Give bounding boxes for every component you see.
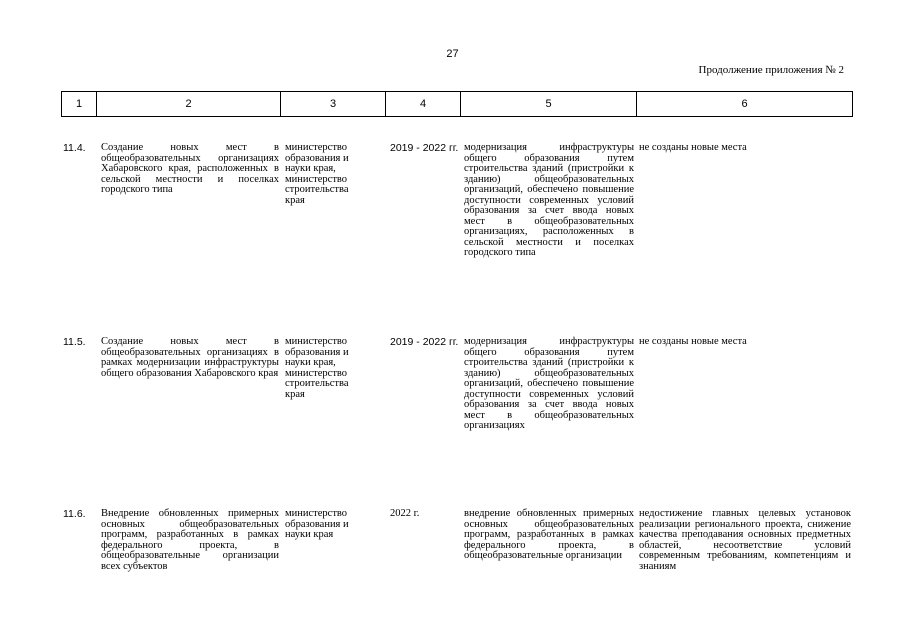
responsible-executor: министерство образования и науки края [285, 508, 349, 540]
implementation-period: 2019 - 2022 гг. [390, 336, 459, 348]
header-col-1: 1 [62, 92, 97, 117]
measure-name: Внедрение обновленных примерных основных общеобразовательных программ, разработанных в рамках федерального проекта, в общеобразовательные организации всех субъектов [101, 508, 279, 572]
implementation-period: 2022 г. [390, 508, 420, 519]
non-implementation-consequence: не созданы новые места [639, 142, 747, 153]
page-number: 27 [446, 48, 459, 60]
row-number: 11.6. [63, 508, 86, 520]
implementation-period: 2019 - 2022 гг. [390, 142, 459, 154]
expected-result: внедрение обновленных примерных основных общеобразовательных программ, разработанных в рамках федерального проекта, в общеобразовательные организации [464, 508, 634, 561]
appendix-continuation-label: Продолжение приложения № 2 [698, 64, 844, 76]
header-col-6: 6 [637, 92, 853, 117]
responsible-executor: министерство образования и науки края, министерство строительства края [285, 336, 349, 400]
non-implementation-consequence: не созданы новые места [639, 336, 747, 347]
measure-name: Создание новых мест в общеобразовательных организациях Хабаровского края, расположенных в сельской местности и поселках городского типа [101, 142, 279, 195]
non-implementation-consequence: недостижение главных целевых установок реализации регионального проекта, снижение качества преподавания основных предметных областей, несоответствие условий современным требованиям, компетенциям и знаниям [639, 508, 851, 572]
responsible-executor: министерство образования и науки края, министерство строительства края [285, 142, 349, 206]
expected-result: модернизация инфраструктуры общего образования путем строительства зданий (пристройки к зданию) общеобразовательных организаций, обеспечено повышение доступности современных условий образования за счет ввода новых мест в общеобразовательных организациях [464, 336, 634, 431]
row-number: 11.5. [63, 336, 86, 348]
measure-name: Создание новых мест в общеобразовательных организациях в рамках модернизации инфраструктуры общего образования Хабаровского края [101, 336, 279, 379]
header-col-3: 3 [281, 92, 386, 117]
column-number-header [61, 91, 853, 117]
expected-result: модернизация инфраструктуры общего образования путем строительства зданий (пристройки к зданию) общеобразовательных организаций, обеспечено повышение доступности современных условий образования за счет ввода новых мест в общеобразовательных организациях, расположенных в сельской местности и поселках городского типа [464, 142, 634, 258]
header-col-5: 5 [461, 92, 637, 117]
header-col-2: 2 [97, 92, 281, 117]
header-col-4: 4 [386, 92, 461, 117]
row-number: 11.4. [63, 142, 86, 154]
